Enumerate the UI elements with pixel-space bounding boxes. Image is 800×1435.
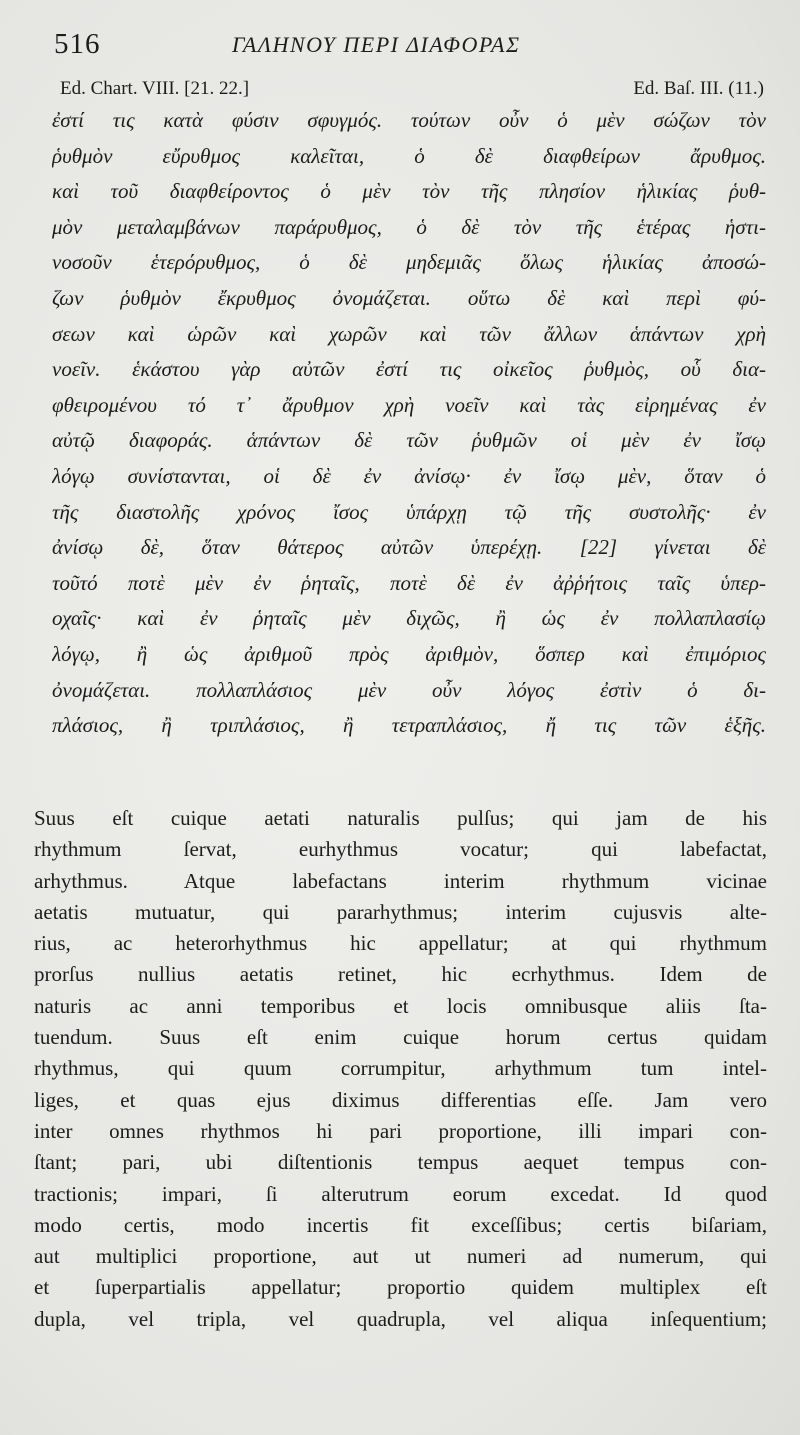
latin-line: prorſus nullius aetatis retinet, hic ecrhythmus. Idem de <box>34 962 767 987</box>
greek-line: ἀνίσῳ δὲ, ὅταν θάτερος αὐτῶν ὑπερέχῃ. [22] γίνεται δὲ <box>52 535 766 560</box>
latin-line: et ſuperpartialis appellatur; proportio quidem multiplex eſt <box>34 1275 767 1300</box>
greek-line: μὸν μεταλαμβάνων παράρυθμος, ὁ δὲ τὸν τῆς ἑτέρας ἡστι- <box>52 214 766 239</box>
latin-line: aut multiplici proportione, aut ut numeri ad numerum, qui <box>34 1244 767 1269</box>
latin-line: rius, ac heterorhythmus hic appellatur; at qui rhythmum <box>34 931 767 956</box>
greek-line: ἐστί τις κατὰ φύσιν σφυγμός. τούτων οὖν ὁ μὲν σώζων τὸν <box>52 108 766 132</box>
latin-line: Suus eſt cuique aetati naturalis pulſus; qui jam de his <box>34 806 767 830</box>
greek-line: σεων καὶ ὡρῶν καὶ χωρῶν καὶ τῶν ἄλλων ἁπάντων χρὴ <box>52 321 766 346</box>
greek-line: πλάσιος, ἢ τριπλάσιος, ἢ τετραπλάσιος, ἤ τις τῶν ἑξῆς. <box>52 713 766 738</box>
greek-line: λόγῳ συνίστανται, οἱ δὲ ἐν ἀνίσῳ· ἐν ἴσῳ μὲν, ὅταν ὁ <box>52 463 766 488</box>
latin-line: rhythmum ſervat, eurhythmus vocatur; qui labefactat, <box>34 837 767 862</box>
greek-line: αὐτῷ διαφοράς. ἁπάντων δὲ τῶν ῥυθμῶν οἱ μὲν ἐν ἴσῳ <box>52 428 766 453</box>
latin-line: modo certis, modo incertis fit exceſſibus; certis biſariam, <box>34 1212 767 1237</box>
latin-line: rhythmus, qui quum corrumpitur, arhythmum tum intel- <box>34 1056 767 1081</box>
greek-line: τοῦτό ποτὲ μὲν ἐν ῥηταῖς, ποτὲ δὲ ἐν ἀῤῥήτοις ταῖς ὑπερ- <box>52 570 766 595</box>
edition-reference-chartier: Ed. Chart. VIII. [21. 22.] <box>60 78 250 99</box>
latin-line: naturis ac anni temporibus et locis omnibusque aliis ſta- <box>34 993 767 1018</box>
page-header <box>42 28 764 68</box>
running-title: ΓΑΛΗΝΟΥ ΠΕΡΙ ΔΙΑΦΟΡΑΣ <box>232 32 521 57</box>
greek-line: τῆς διαστολῆς χρόνος ἴσος ὑπάρχῃ τῷ τῆς συστολῆς· ἐν <box>52 499 766 524</box>
greek-line: ῥυθμὸν εὔρυθμος καλεῖται, ὁ δὲ διαφθείρων ἄρυθμος. <box>52 143 766 168</box>
greek-line: ζων ῥυθμὸν ἔκρυθμος ὀνομάζεται. οὕτω δὲ καὶ περὶ φύ- <box>52 285 766 310</box>
latin-line: aetatis mutuatur, qui pararhythmus; interim cujusvis alte- <box>34 899 767 924</box>
latin-line: dupla, vel tripla, vel quadrupla, vel aliqua inſequentium; <box>34 1306 767 1331</box>
page-number: 516 <box>54 28 101 60</box>
latin-translation-block <box>34 803 767 1335</box>
edition-reference-basel: Ed. Baſ. III. (11.) <box>633 78 764 99</box>
latin-line: arhythmus. Atque labefactans interim rhythmum vicinae <box>34 868 767 893</box>
greek-line: καὶ τοῦ διαφθείροντος ὁ μὲν τὸν τῆς πλησίον ἡλικίας ῥυθ- <box>52 179 766 204</box>
greek-line: ὀνομάζεται. πολλαπλάσιος μὲν οὖν λόγος ἐστὶν ὁ δι- <box>52 677 766 702</box>
latin-line: inter omnes rhythmos hi pari proportione, illi impari con- <box>34 1118 767 1143</box>
edition-reference-line <box>60 78 764 104</box>
latin-line: tractionis; impari, ſi alterutrum eorum excedat. Id quod <box>34 1181 767 1206</box>
greek-text-block <box>52 103 766 744</box>
latin-line: ſtant; pari, ubi diſtentionis tempus aequet tempus con- <box>34 1150 767 1175</box>
greek-line: φθειρομένου τό τ᾽ ἄρυθμον χρὴ νοεῖν καὶ τὰς εἰρημένας ἐν <box>52 392 766 417</box>
latin-line: tuendum. Suus eſt enim cuique horum certus quidam <box>34 1025 767 1050</box>
greek-line: λόγῳ, ἢ ὡς ἀριθμοῦ πρὸς ἀριθμὸν, ὅσπερ καὶ ἐπιμόριος <box>52 641 766 666</box>
greek-line: νοσοῦν ἑτερόρυθμος, ὁ δὲ μηδεμιᾶς ὅλως ἡλικίας ἀποσώ- <box>52 250 766 275</box>
greek-line: οχαῖς· καὶ ἐν ῥηταῖς μὲν διχῶς, ἢ ὡς ἐν πολλαπλασίῳ <box>52 606 766 631</box>
latin-line: liges, et quas ejus diximus differentias eſſe. Jam vero <box>34 1087 767 1112</box>
greek-line: νοεῖν. ἑκάστου γὰρ αὐτῶν ἐστί τις οἰκεῖος ῥυθμὸς, οὗ δια- <box>52 357 766 382</box>
